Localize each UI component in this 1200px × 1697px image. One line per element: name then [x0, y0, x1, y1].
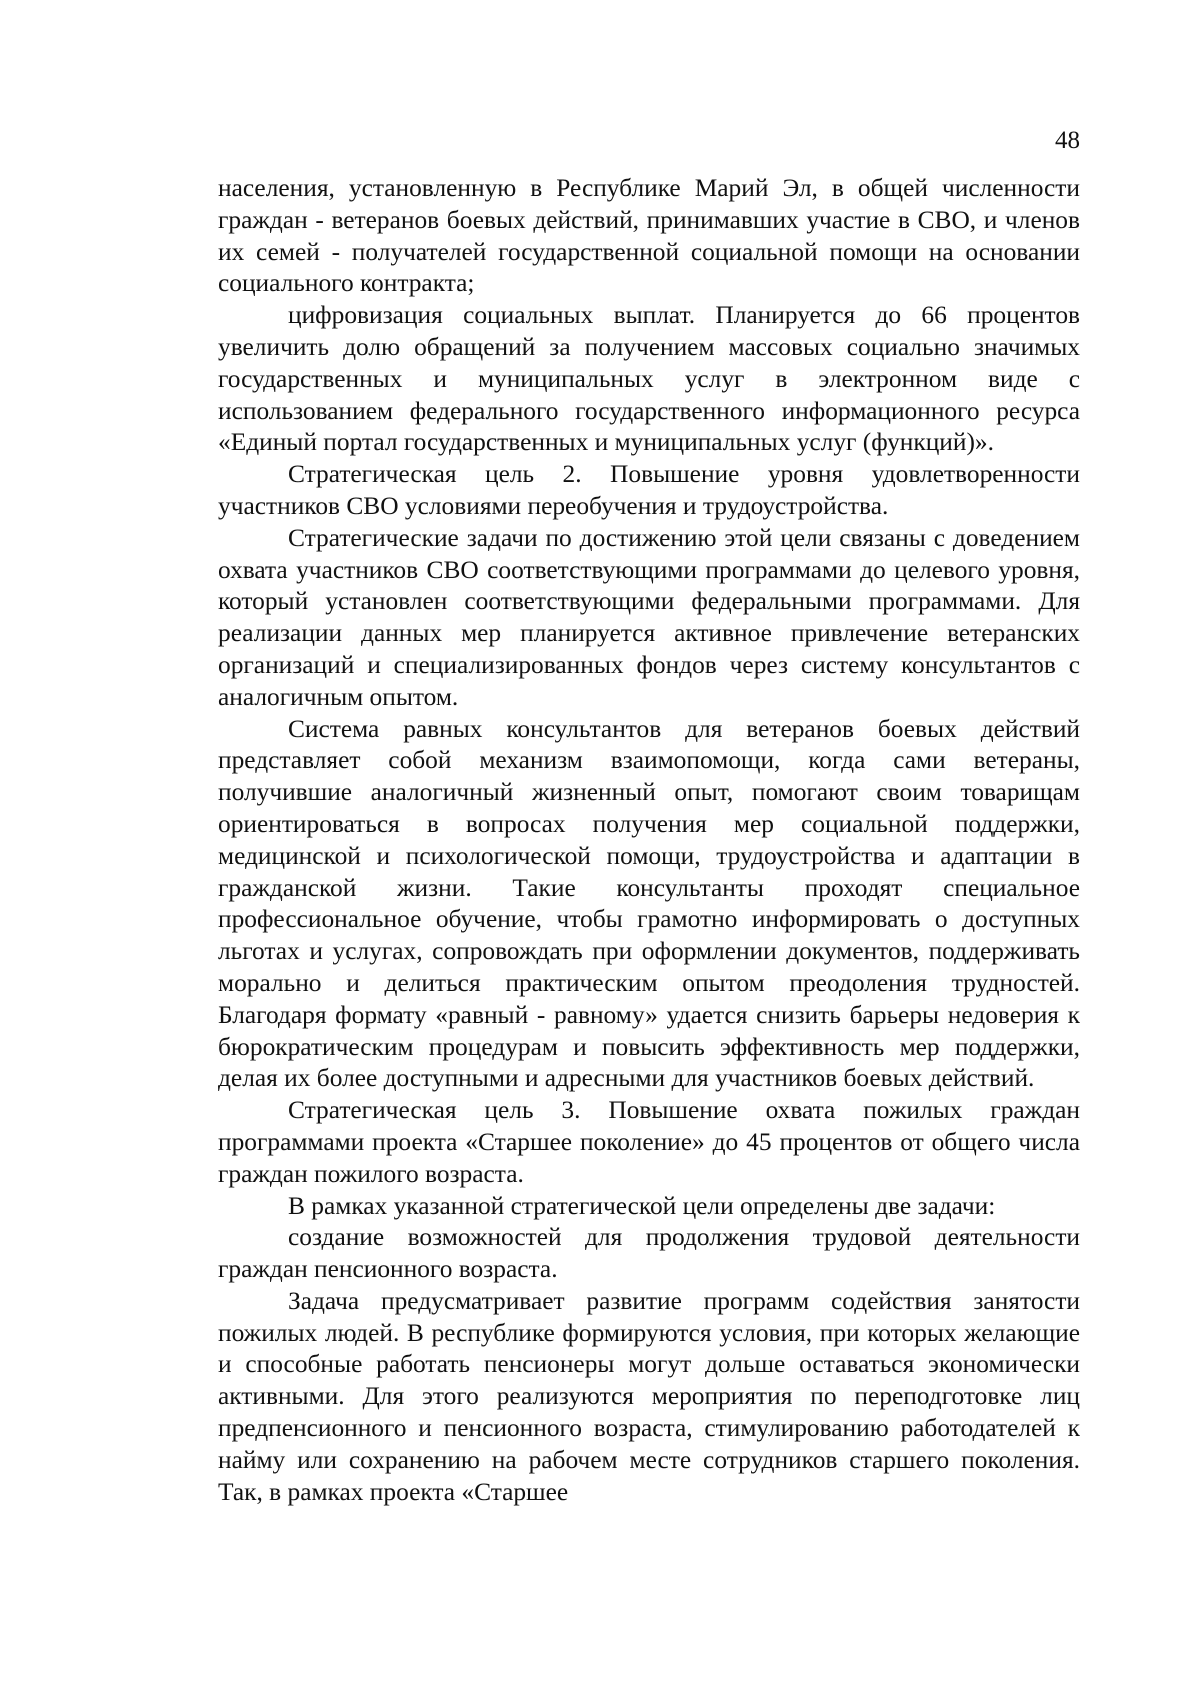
- paragraph-task-employment: создание возможностей для продолжения трудовой деятельности граждан пенсионного возраста.: [218, 1223, 1080, 1284]
- paragraph-peer-consultants: Система равных консультантов для ветеранов боевых действий представляет собой механизм взаимопомощи, когда сами ветераны, получившие аналогичный жизненный опыт, помогают своим товарищам ориентироваться в вопросах получения мер социальной поддержки, медицинской и психологической помощи, трудоустройства и адаптации в гражданской жизни. Такие консультанты проходят специальное профессиональное обучение, чтобы грамотно информировать о доступных льготах и услугах, сопровождать при оформлении документов, поддерживать морально и делиться практическим опытом преодоления трудностей. Благодаря формату «равный - равному» удается снизить барьеры недоверия к бюрократическим процедурам и повысить эффективность мер поддержки, делая их более доступными и адресными для участников боевых действий.: [218, 714, 1080, 1093]
- paragraph-goal-2: Стратегическая цель 2. Повышение уровня удовлетворенности участников СВО условиями переобучения и трудоустройства.: [218, 460, 1080, 520]
- paragraph-goal-3: Стратегическая цель 3. Повышение охвата пожилых граждан программами проекта «Старшее поколение» до 45 процентов от общего числа граждан пожилого возраста.: [218, 1096, 1080, 1188]
- paragraph-goal-3-tasks-intro: В рамках указанной стратегической цели определены две задачи:: [288, 1191, 996, 1220]
- paragraph-continuation: населения, установленную в Республике Марий Эл, в общей численности граждан - ветеранов боевых действий, принимавших участие в СВО, и членов их семей - получателей государственной социальной помощи на основании социального контракта;: [218, 174, 1080, 298]
- paragraph-goal-2-tasks: Стратегические задачи по достижению этой цели связаны с доведением охвата участников СВО соответствующими программами до целевого уровня, который установлен соответствующими федеральными программами. Для реализации данных мер планируется активное привлечение ветеранских организаций и специализированных фондов через систему консультантов с аналогичным опытом.: [218, 523, 1080, 711]
- paragraph-digitalization: цифровизация социальных выплат. Планируется до 66 процентов увеличить долю обращений за получением массовых социально значимых государственных и муниципальных услуг в электронном виде с использованием федерального государственного информационного ресурса «Единый портал государственных и муниципальных услуг (функций)».: [218, 301, 1080, 457]
- paragraph-task-description: Задача предусматривает развитие программ содействия занятости пожилых людей. В республике формируются условия, при которых желающие и способные работать пенсионеры могут дольше оставаться экономически активными. Для этого реализуются мероприятия по переподготовке лиц предпенсионного и пенсионного возраста, стимулированию работодателей к найму или сохранению на рабочем месте сотрудников старшего поколения. Так, в рамках проекта «Старшее: [218, 1286, 1080, 1506]
- document-body: [218, 173, 1080, 1508]
- page-number: 48: [1055, 127, 1080, 154]
